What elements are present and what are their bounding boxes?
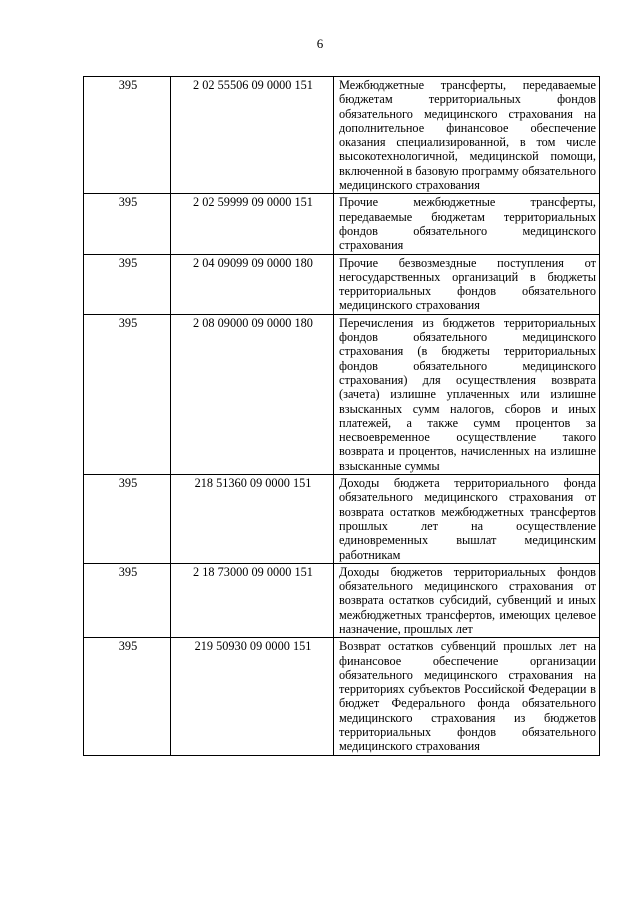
- description-cell: Доходы бюджетов территориальных фондов обязательного медицинского страхования от возврата остатков субсидий, субвенций и иных межбюджетных трансфертов, имеющих целевое назначение, прошлых лет: [334, 563, 600, 637]
- kbk-code-cell: 2 02 55506 09 0000 151: [171, 77, 334, 194]
- kbk-code-cell: 219 50930 09 0000 151: [171, 638, 334, 755]
- kbk-code-cell: 2 08 09000 09 0000 180: [171, 314, 334, 474]
- kbk-code-cell: 218 51360 09 0000 151: [171, 475, 334, 564]
- admin-code-cell: 395: [84, 563, 171, 637]
- description-cell: Перечисления из бюджетов территориальных фондов обязательного медицинского страхования (в бюджеты территориальных фондов обязательного медицинского страхования) для осуществления возврата (зачета) излишне уплаченных или излишне взысканных сумм налогов, сборов и иных платежей, а также сумм процентов за несвоевременное осуществление такого возврата и процентов, начисленных на излишне взысканные суммы: [334, 314, 600, 474]
- admin-code-cell: 395: [84, 314, 171, 474]
- kbk-code-cell: 2 04 09099 09 0000 180: [171, 254, 334, 314]
- description-cell: Прочие межбюджетные трансферты, передаваемые бюджетам территориальных фондов обязательного медицинского страхования: [334, 194, 600, 254]
- table-row: [84, 254, 600, 314]
- table-row: [84, 475, 600, 564]
- table-row: [84, 77, 600, 194]
- description-cell: Доходы бюджета территориального фонда обязательного медицинского страхования от возврата остатков межбюджетных трансфертов прошлых лет на осуществление единовременных вышлат медицинским работникам: [334, 475, 600, 564]
- table-row: [84, 638, 600, 755]
- admin-code-cell: 395: [84, 638, 171, 755]
- admin-code-cell: 395: [84, 475, 171, 564]
- admin-code-cell: 395: [84, 254, 171, 314]
- description-cell: Прочие безвозмездные поступления от негосударственных организаций в бюджеты территориальных фондов обязательного медицинского страхования: [334, 254, 600, 314]
- admin-code-cell: 395: [84, 194, 171, 254]
- kbk-code-cell: 2 02 59999 09 0000 151: [171, 194, 334, 254]
- table-row: [84, 194, 600, 254]
- page-number: 6: [316, 36, 324, 51]
- admin-code-cell: 395: [84, 77, 171, 194]
- description-cell: Межбюджетные трансферты, передаваемые бюджетам территориальных фондов обязательного медицинского страхования на дополнительное финансовое обеспечение оказания специализированной, в том числе высокотехнологичной, медицинской помощи, включенной в базовую программу обязательного медицинского страхования: [334, 77, 600, 194]
- table-row: [84, 314, 600, 474]
- kbk-code-cell: 2 18 73000 09 0000 151: [171, 563, 334, 637]
- description-cell: Возврат остатков субвенций прошлых лет на финансовое обеспечение организации обязательного медицинского страхования на территориях субъектов Российской Федерации в бюджет Федерального фонда обязательного медицинского страхования из бюджетов территориальных фондов обязательного медицинского страхования: [334, 638, 600, 755]
- table-row: [84, 563, 600, 637]
- revenue-codes-table: [83, 76, 600, 756]
